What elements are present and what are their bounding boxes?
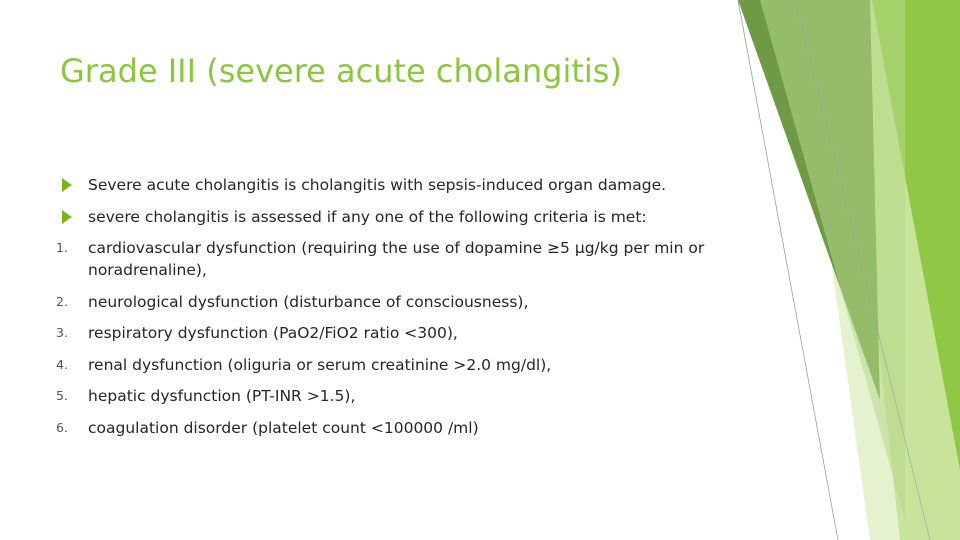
criteria-item xyxy=(56,385,742,407)
item-number: 3. xyxy=(56,325,68,340)
item-text: respiratory dysfunction (PaO2/FiO2 ratio <300), xyxy=(88,324,458,342)
triangle-bullet-icon xyxy=(62,210,72,224)
slide-content xyxy=(56,174,742,439)
criteria-item xyxy=(56,354,742,376)
item-text: cardiovascular dysfunction (requiring the use of dopamine ≥5 μg/kg per min or noradrenaline), xyxy=(88,239,705,279)
criteria-item xyxy=(56,237,742,281)
bullet-item xyxy=(62,206,742,228)
item-number: 6. xyxy=(56,420,68,435)
item-number: 5. xyxy=(56,388,68,403)
triangle-bullet-icon xyxy=(62,178,72,192)
bullet-text: severe cholangitis is assessed if any one of the following criteria is met: xyxy=(88,208,647,226)
bullet-text: Severe acute cholangitis is cholangitis with sepsis-induced organ damage. xyxy=(88,176,667,194)
item-number: 2. xyxy=(56,294,68,309)
bullet-item xyxy=(62,174,742,196)
item-number: 1. xyxy=(56,240,68,255)
criteria-item xyxy=(56,322,742,344)
item-text: neurological dysfunction (disturbance of consciousness), xyxy=(88,293,529,311)
item-text: hepatic dysfunction (PT-INR >1.5), xyxy=(88,387,356,405)
criteria-item xyxy=(56,291,742,313)
pale-green-shape xyxy=(760,0,905,520)
item-text: coagulation disorder (platelet count <100000 /ml) xyxy=(88,419,479,437)
item-number: 4. xyxy=(56,357,68,372)
item-text: renal dysfunction (oliguria or serum creatinine >2.0 mg/dl), xyxy=(88,356,552,374)
slide-title: Grade III (severe acute cholangitis) xyxy=(60,52,622,90)
criteria-item xyxy=(56,417,742,439)
